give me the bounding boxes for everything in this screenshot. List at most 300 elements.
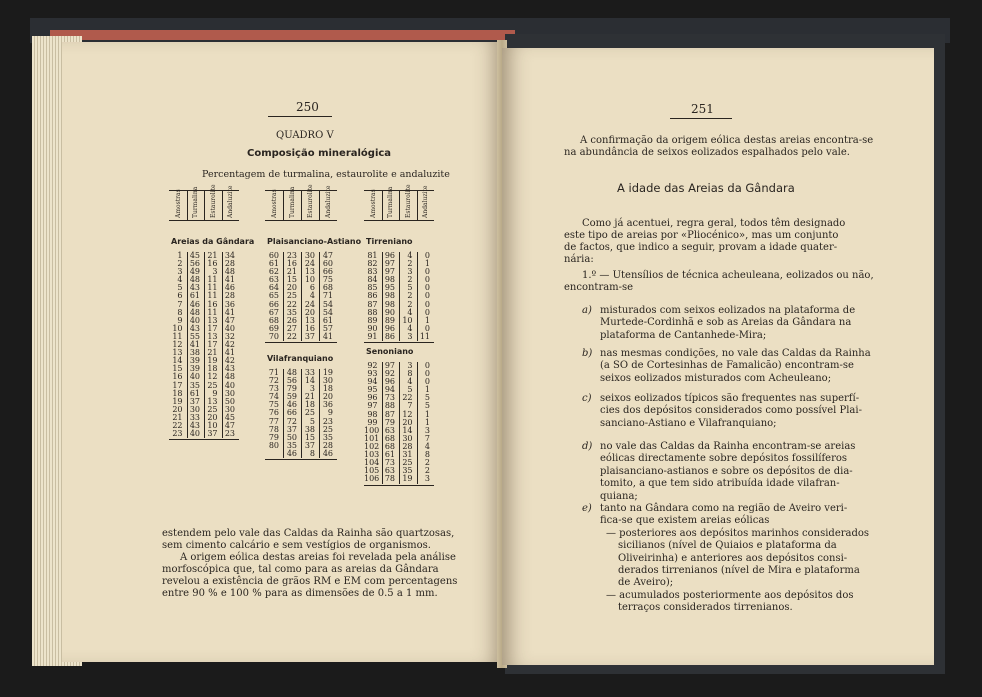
table-cell: 55: [189, 331, 200, 341]
table-cell: 8: [407, 369, 413, 379]
table-divider: [382, 362, 383, 484]
table-cell: 18: [304, 400, 315, 410]
table-divider: [319, 369, 320, 458]
table-cell: 11: [207, 275, 218, 285]
table-cell: 30: [322, 376, 333, 386]
table-cell: 89: [367, 315, 378, 325]
table-cell: 17: [207, 323, 218, 333]
table-column-amostras: [265, 369, 279, 450]
table-cell: 7: [407, 401, 413, 411]
table-cell: 23: [322, 416, 333, 426]
table-divider: [301, 190, 302, 220]
table-divider: [187, 252, 188, 438]
column-header: Andaluzite: [325, 185, 332, 218]
text-line: Como já acentuei, regra geral, todos têm designado: [582, 218, 846, 229]
column-header: Andaluzite: [227, 185, 235, 218]
table-cell: 96: [384, 251, 395, 260]
table-cell: 2: [407, 291, 413, 301]
table-cell: 71: [268, 368, 279, 377]
table-cell: 101: [364, 433, 380, 443]
table-cell: 88: [384, 401, 395, 411]
item-text-line: plataforma de Cantanhede-Mira;: [600, 329, 767, 341]
table-cell: 6: [177, 291, 183, 301]
table-cell: 42: [224, 356, 235, 366]
table-cell: 1: [177, 251, 183, 260]
table-cell: 25: [207, 380, 218, 390]
column-header: Amostras: [369, 189, 377, 218]
item-text-line: tomito, a que tem sido atribuída idade vilafran-: [600, 478, 840, 490]
table-cell: 68: [384, 433, 395, 443]
item-text-line: misturados com seixos eolizados na plataforma de: [600, 305, 856, 316]
table-cell: 30: [224, 388, 235, 398]
table-cell: 0: [424, 291, 430, 301]
table-cell: 19: [402, 474, 413, 484]
table-section-title: Areias da Gândara: [171, 237, 255, 246]
table-cell: 25: [322, 424, 333, 434]
table-divider: [222, 252, 223, 438]
table-cell: 18: [172, 388, 183, 398]
table-cell: 92: [367, 361, 378, 370]
table-cell: 20: [402, 417, 413, 427]
item-text-line: derados tirrenianos (nível de Mira e plataforma: [618, 565, 860, 576]
table-cell: 41: [322, 331, 333, 341]
table-cell: 25: [286, 291, 297, 301]
item-text-line: Oliveirinha) e anteriores aos depósitos consi-: [618, 552, 848, 564]
table-cell: 36: [224, 299, 235, 309]
table-cell: 28: [402, 441, 413, 451]
table-cell: 47: [322, 251, 333, 260]
table-cell: 85: [367, 283, 378, 293]
table-cell: 18: [207, 364, 218, 374]
table-cell: 63: [384, 466, 395, 476]
table-cell: 81: [367, 251, 378, 260]
item-text-line: (a SO de Cortesinhas de Famalicão) encontram-se: [600, 360, 854, 372]
table-cell: 66: [286, 408, 297, 418]
table-cell: 0: [424, 323, 430, 333]
table-column-estaurolite: [204, 252, 218, 438]
table-column-estaurolite: [399, 362, 413, 483]
table-cell: 19: [322, 368, 333, 377]
table-cell: 35: [286, 440, 297, 450]
table-cell: 18: [322, 384, 333, 394]
text-line: A confirmação da origem eólica destas areias encontra-se: [580, 135, 874, 146]
item-text-line: nas mesmas condições, no vale das Caldas da Rainha: [600, 348, 871, 359]
table-cell: 48: [224, 372, 235, 382]
column-header: Amostras: [271, 189, 278, 218]
table-cell: 22: [172, 420, 183, 430]
table-divider: [399, 252, 400, 341]
table-cell: 39: [189, 356, 200, 366]
table-cell: 96: [367, 393, 378, 403]
table-cell: 10: [304, 275, 315, 285]
table-cell: 13: [207, 396, 218, 406]
table-cell: 19: [172, 396, 183, 406]
table-column-turmalina: [382, 362, 396, 483]
table-cell: 8: [424, 450, 430, 460]
table-cell: 11: [419, 331, 430, 341]
table-cell: 20: [286, 283, 297, 293]
table-cell: 61: [189, 291, 200, 301]
table-cell: 43: [224, 364, 235, 374]
text-line: de factos, que indico a seguir, provam a idade quater-: [564, 242, 838, 253]
table-cell: 8: [177, 307, 183, 317]
table-cell: 36: [322, 400, 333, 410]
table-title: Composição mineralógica: [247, 148, 392, 159]
column-header: Estaurolite: [307, 184, 314, 218]
table-cell: 68: [268, 315, 279, 325]
table-cell: 97: [384, 259, 395, 269]
table-cell: 22: [402, 393, 413, 403]
table-cell: 10: [402, 315, 413, 325]
table-column-andaluzite: [319, 369, 333, 458]
table-cell: 100: [364, 425, 380, 435]
item-text-line: Murtede-Cordinhã e sob as Areias da Gândara na: [600, 317, 852, 329]
text-line: encontram-se: [564, 282, 634, 293]
table-cell: 80: [268, 440, 279, 450]
table-rule: [364, 220, 434, 221]
table-cell: 7: [177, 299, 183, 309]
table-cell: 76: [268, 408, 279, 418]
table-cell: 21: [172, 412, 183, 422]
table-section-title: Plaisanciano-Astiano: [267, 237, 362, 246]
table-cell: 5: [177, 283, 183, 293]
table-cell: 41: [224, 307, 235, 317]
text-line: sem cimento calcário e sem vestígios de organismos.: [162, 540, 431, 551]
table-cell: 4: [407, 377, 413, 387]
page-number: 250: [296, 100, 319, 114]
table-section-title: Tirreniano: [366, 237, 413, 246]
table-cell: 60: [322, 259, 333, 269]
table-cell: 21: [304, 392, 315, 402]
table-cell: 46: [286, 448, 297, 458]
table-column-amostras: [364, 252, 378, 341]
table-cell: 35: [189, 380, 200, 390]
table-cell: 1: [424, 417, 430, 427]
table-cell: 78: [384, 474, 395, 484]
table-cell: 61: [268, 259, 279, 269]
table-cell: 99: [367, 417, 378, 427]
table-cell: 6: [309, 283, 315, 293]
item-text-line: plaisanciano-astianos e sobre os depósitos de dia-: [600, 465, 853, 477]
table-cell: 16: [172, 372, 183, 382]
table-cell: 50: [286, 432, 297, 442]
column-header: Amostras: [174, 189, 182, 218]
item-text-line: no vale das Caldas da Rainha encontram-se areias: [600, 441, 856, 452]
table-cell: 0: [424, 307, 430, 317]
table-cell: 14: [172, 356, 183, 366]
table-divider: [319, 190, 320, 220]
table-cell: 93: [367, 369, 378, 379]
table-cell: 22: [286, 331, 297, 341]
left-page: [62, 42, 502, 662]
table-rule: [364, 485, 434, 486]
table-cell: 94: [367, 377, 378, 387]
table-cell: 89: [384, 315, 395, 325]
table-cell: 4: [177, 275, 183, 285]
table-cell: 71: [322, 291, 333, 301]
table-cell: 3: [424, 474, 430, 484]
table-cell: 4: [424, 441, 430, 451]
table-cell: 102: [364, 441, 380, 451]
table-cell: 72: [268, 376, 279, 386]
item-label: c): [582, 393, 592, 404]
item-text-line: — posteriores aos depósitos marinhos considerados: [606, 527, 870, 539]
table-cell: 2: [177, 259, 183, 269]
table-cell: 60: [268, 251, 279, 260]
table-cell: 41: [224, 275, 235, 285]
table-cell: 67: [268, 307, 279, 317]
table-cell: 13: [207, 331, 218, 341]
item-text-line: cies dos depósitos considerados como possível Plai-: [600, 405, 862, 417]
table-cell: 54: [322, 307, 333, 317]
item-text-line: seixos eolizados misturados com Acheuleano;: [600, 372, 832, 384]
table-cell: 35: [286, 307, 297, 317]
item-text-line: — acumulados posteriormente aos depósitos dos: [606, 589, 854, 601]
table-cell: 46: [189, 299, 200, 309]
table-cell: 48: [224, 267, 235, 277]
table-cell: 25: [402, 458, 413, 468]
table-cell: 16: [286, 259, 297, 269]
table-cell: 24: [304, 299, 315, 309]
column-header: Turmalina: [192, 186, 200, 218]
table-rule: [364, 342, 434, 343]
table-heading: QUADRO V: [276, 130, 334, 141]
text-line: este tipo de areias por «Pliocénico», mas um conjunto: [564, 230, 839, 241]
table-cell: 33: [189, 412, 200, 422]
table-cell: 10: [172, 323, 183, 333]
table-cell: 87: [384, 409, 395, 419]
table-cell: 40: [189, 315, 200, 325]
table-divider: [319, 252, 320, 341]
table-cell: 65: [268, 291, 279, 301]
table-cell: 98: [384, 275, 395, 285]
text-line: nária:: [564, 254, 594, 265]
table-cell: 63: [384, 425, 395, 435]
table-cell: 92: [384, 369, 395, 379]
table-cell: 13: [172, 348, 183, 358]
table-cell: 15: [286, 275, 297, 285]
table-cell: 23: [286, 251, 297, 260]
table-cell: 77: [268, 416, 279, 426]
table-cell: 20: [207, 412, 218, 422]
table-cell: 91: [367, 331, 378, 341]
table-cell: 21: [207, 251, 218, 260]
table-cell: 40: [224, 380, 235, 390]
table-cell: 78: [268, 424, 279, 434]
text-line: 1.º — Utensílios de técnica acheuleana, eolizados ou não,: [582, 270, 874, 281]
table-cell: 2: [424, 458, 430, 468]
table-cell: 5: [407, 385, 413, 395]
table-cell: 96: [384, 323, 395, 333]
table-cell: 12: [402, 409, 413, 419]
table-cell: 11: [207, 307, 218, 317]
table-cell: 23: [172, 429, 183, 439]
table-cell: 17: [207, 340, 218, 350]
table-column-turmalina: [382, 252, 396, 341]
table-cell: 48: [189, 275, 200, 285]
table-cell: 47: [224, 315, 235, 325]
table-cell: 46: [322, 448, 333, 458]
item-label: b): [582, 348, 593, 359]
table-cell: 3: [407, 361, 413, 370]
table-cell: 37: [304, 331, 315, 341]
table-cell: 104: [364, 458, 380, 468]
table-cell: 4: [309, 291, 315, 301]
table-cell: 16: [207, 299, 218, 309]
table-cell: 69: [268, 323, 279, 333]
table-cell: 38: [304, 424, 315, 434]
table-column-amostras: [265, 252, 279, 341]
table-column-andaluzite: [222, 252, 236, 438]
table-cell: 32: [224, 331, 235, 341]
table-column-turmalina: [283, 369, 297, 458]
table-cell: 97: [384, 361, 395, 370]
text-line: revelou a existência de grãos RM e EM com percentagens: [162, 576, 458, 587]
table-divider: [301, 369, 302, 458]
table-cell: 0: [424, 251, 430, 260]
table-cell: 73: [384, 458, 395, 468]
table-cell: 48: [286, 368, 297, 377]
table-cell: 72: [286, 416, 297, 426]
table-cell: 63: [268, 275, 279, 285]
item-label: a): [582, 305, 592, 316]
table-cell: 95: [367, 385, 378, 395]
table-cell: 33: [304, 368, 315, 377]
table-cell: 1: [424, 259, 430, 269]
table-cell: 3: [309, 384, 315, 394]
table-divider: [382, 252, 383, 341]
table-divider: [399, 362, 400, 484]
table-cell: 0: [424, 361, 430, 370]
table-cell: 14: [304, 376, 315, 386]
table-subtitle: Percentagem de turmalina, estaurolite e andaluzite: [202, 169, 450, 180]
item-text-line: tanto na Gândara como na região de Aveiro veri-: [600, 503, 848, 514]
table-cell: 4: [407, 323, 413, 333]
table-cell: 9: [212, 388, 218, 398]
table-cell: 95: [384, 283, 395, 293]
table-cell: 84: [367, 275, 378, 285]
table-divider: [204, 190, 205, 220]
table-cell: 68: [322, 283, 333, 293]
table-cell: 4: [407, 251, 413, 260]
table-cell: 30: [402, 433, 413, 443]
table-cell: 88: [367, 307, 378, 317]
table-cell: 25: [304, 408, 315, 418]
item-text-line: seixos eolizados típicos são frequentes nas superfí-: [600, 393, 860, 404]
column-header: Turmalina: [387, 186, 395, 218]
item-text-line: sanciano-Astiano e Vilafranquiano;: [600, 417, 777, 429]
table-column-estaurolite: [399, 252, 413, 341]
table-cell: 11: [207, 283, 218, 293]
table-cell: 37: [286, 424, 297, 434]
table-cell: 86: [384, 331, 395, 341]
table-cell: 61: [189, 388, 200, 398]
table-cell: 57: [322, 323, 333, 333]
table-cell: 42: [224, 340, 235, 350]
item-label: d): [582, 441, 593, 452]
table-cell: 49: [189, 267, 200, 277]
table-cell: 35: [402, 466, 413, 476]
table-cell: 86: [367, 291, 378, 301]
table-cell: 40: [189, 372, 200, 382]
table-rule: [265, 342, 337, 343]
table-cell: 2: [424, 466, 430, 476]
table-cell: 12: [172, 340, 183, 350]
table-column-andaluzite: [417, 362, 431, 483]
table-cell: 90: [384, 307, 395, 317]
table-cell: 7: [424, 433, 430, 443]
table-cell: 98: [384, 299, 395, 309]
table-cell: 25: [207, 404, 218, 414]
text-line: entre 90 % e 100 % para as dimensões de 0.5 a 1 mm.: [162, 588, 438, 599]
table-cell: 97: [384, 267, 395, 277]
table-cell: 37: [304, 440, 315, 450]
table-cell: 34: [224, 251, 235, 260]
table-cell: 5: [424, 401, 430, 411]
table-cell: 13: [304, 315, 315, 325]
table-rule: [265, 220, 337, 221]
table-section-title: Vilafranquiano: [267, 354, 334, 363]
section-title: A idade das Areias da Gândara: [617, 181, 795, 195]
table-cell: 20: [304, 307, 315, 317]
table-column-andaluzite: [319, 252, 333, 341]
table-cell: 28: [224, 259, 235, 269]
table-divider: [187, 190, 188, 220]
table-cell: 11: [207, 291, 218, 301]
table-cell: 0: [424, 283, 430, 293]
table-cell: 98: [384, 291, 395, 301]
table-cell: 9: [177, 315, 183, 325]
table-cell: 2: [407, 275, 413, 285]
table-cell: 0: [424, 267, 430, 277]
item-text-line: fica-se que existem areias eólicas: [600, 515, 770, 527]
table-cell: 47: [224, 420, 235, 430]
table-cell: 0: [424, 369, 430, 379]
table-cell: 3: [407, 331, 413, 341]
table-cell: 46: [224, 283, 235, 293]
table-cell: 28: [224, 291, 235, 301]
table-column-estaurolite: [301, 252, 315, 341]
table-cell: 5: [407, 283, 413, 293]
table-cell: 103: [364, 450, 380, 460]
table-cell: 5: [424, 393, 430, 403]
table-cell: 0: [424, 299, 430, 309]
table-cell: 97: [367, 401, 378, 411]
table-cell: 30: [304, 251, 315, 260]
table-cell: 37: [207, 429, 218, 439]
table-column-turmalina: [283, 252, 297, 341]
table-cell: 16: [304, 323, 315, 333]
table-cell: 3: [212, 267, 218, 277]
table-cell: 48: [189, 307, 200, 317]
table-rule: [169, 220, 239, 221]
table-rule: [265, 459, 337, 460]
page-number: 251: [691, 102, 714, 116]
column-header: Turmalina: [289, 186, 296, 218]
item-text-line: sicilianos (nível de Quiaios e plataforma da: [618, 540, 837, 552]
table-cell: 54: [322, 299, 333, 309]
table-divider: [283, 190, 284, 220]
table-cell: 106: [364, 474, 380, 484]
table-cell: 43: [189, 420, 200, 430]
table-cell: 73: [268, 384, 279, 394]
table-cell: 19: [207, 356, 218, 366]
table-cell: 68: [384, 441, 395, 451]
table-cell: 12: [207, 372, 218, 382]
table-cell: 10: [207, 420, 218, 430]
table-cell: 87: [367, 299, 378, 309]
text-line: A origem eólica destas areias foi revelada pela análise: [180, 552, 456, 563]
